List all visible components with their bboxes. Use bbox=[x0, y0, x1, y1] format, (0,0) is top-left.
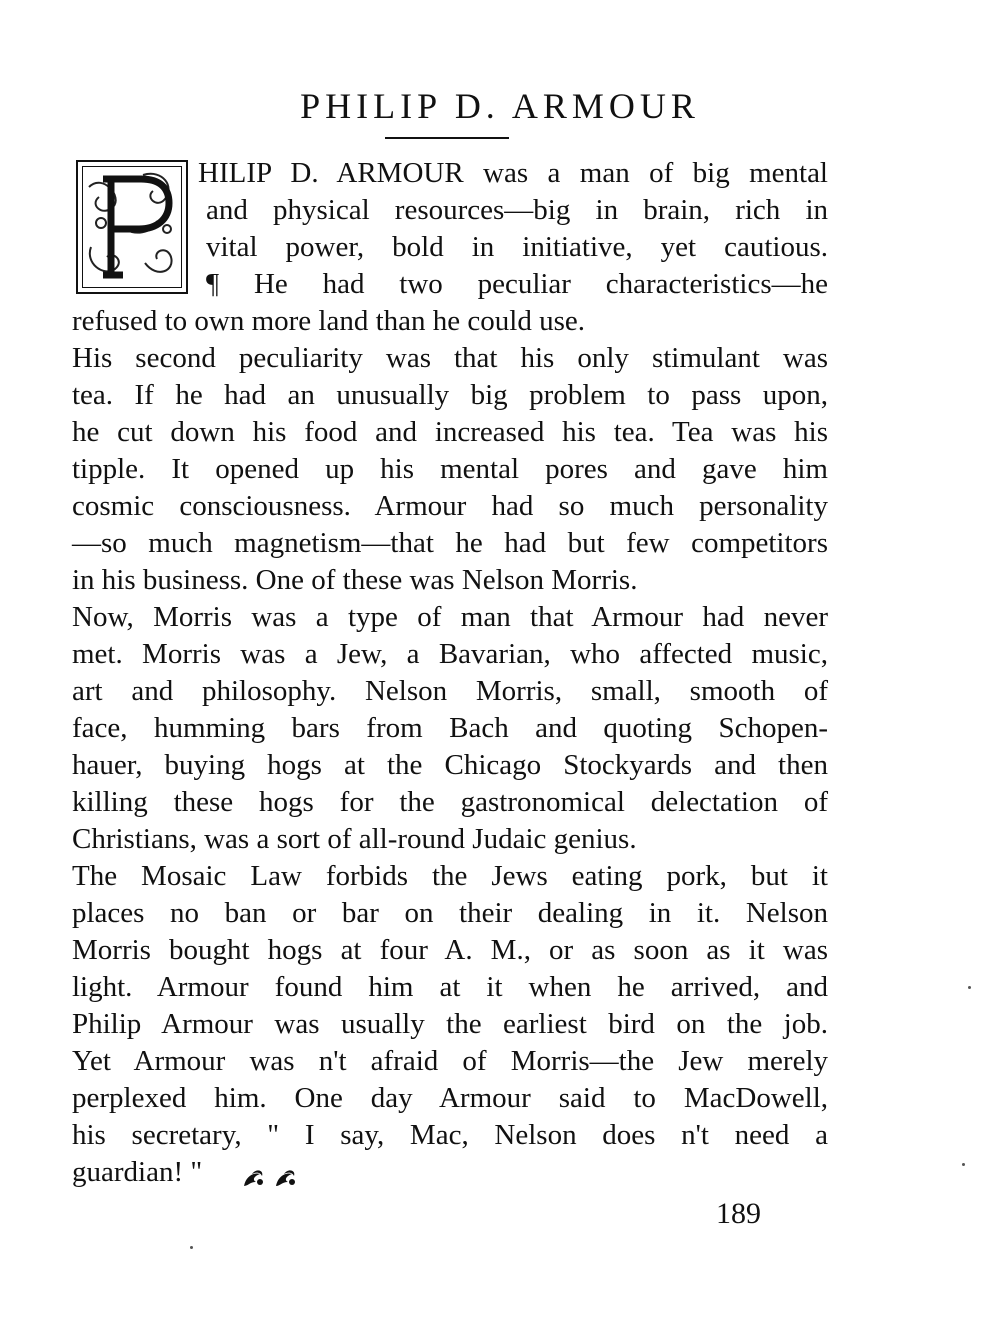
text-line: hauer, buying hogs at the Chicago Stockyards and then bbox=[72, 749, 828, 781]
text-line: light. Armour found him at it when he arrived, and bbox=[72, 971, 828, 1003]
speck bbox=[962, 1163, 965, 1166]
text-line: killing these hogs for the gastronomical delectation of bbox=[72, 786, 828, 818]
text-line: his secretary, " I say, Mac, Nelson does n't need a bbox=[72, 1119, 828, 1151]
text-line: met. Morris was a Jew, a Bavarian, who affected music, bbox=[72, 638, 828, 670]
text-line: tea. If he had an unusually big problem to pass upon, bbox=[72, 379, 828, 411]
page-title: PHILIP D. ARMOUR bbox=[300, 86, 700, 126]
speck bbox=[190, 1246, 193, 1249]
text-line: His second peculiarity was that his only stimulant was bbox=[72, 342, 828, 374]
text-line: guardian! " bbox=[72, 1156, 203, 1188]
text-line: refused to own more land than he could use. bbox=[72, 305, 585, 337]
text-line: places no ban or bar on their dealing in it. Nelson bbox=[72, 897, 828, 929]
text-line: in his business. One of these was Nelson Morris. bbox=[72, 564, 638, 596]
title-rule bbox=[385, 137, 509, 139]
text-line: HILIP D. ARMOUR was a man of big mental bbox=[198, 157, 828, 189]
text-line: Now, Morris was a type of man that Armour had never bbox=[72, 601, 828, 633]
page-number: 189 bbox=[716, 1197, 761, 1230]
text-line: vital power, bold in initiative, yet cautious. bbox=[206, 231, 828, 263]
text-line: tipple. It opened up his mental pores and gave him bbox=[72, 453, 828, 485]
text-line: he cut down his food and increased his tea. Tea was his bbox=[72, 416, 828, 448]
text-line: The Mosaic Law forbids the Jews eating pork, but it bbox=[72, 860, 828, 892]
text-line: perplexed him. One day Armour said to MacDowell, bbox=[72, 1082, 828, 1114]
text-line: ¶ He had two peculiar characteristics—he bbox=[206, 268, 828, 300]
text-line: Morris bought hogs at four A. M., or as soon as it was bbox=[72, 934, 828, 966]
fleuron-icon bbox=[240, 1166, 302, 1190]
text-line: —so much magnetism—that he had but few competitors bbox=[72, 527, 828, 559]
text-line: and physical resources—big in brain, rich in bbox=[206, 194, 828, 226]
text-line: art and philosophy. Nelson Morris, small, smooth of bbox=[72, 675, 828, 707]
text-line: cosmic consciousness. Armour had so much personality bbox=[72, 490, 828, 522]
decorated-initial bbox=[76, 160, 188, 294]
speck bbox=[968, 986, 971, 989]
text-line: Philip Armour was usually the earliest bird on the job. bbox=[72, 1008, 828, 1040]
initial-p-icon bbox=[83, 167, 181, 287]
text-line: face, humming bars from Bach and quoting Schopen- bbox=[72, 712, 828, 744]
text-line: Christians, was a sort of all-round Judaic genius. bbox=[72, 823, 637, 855]
text-line: Yet Armour was n't afraid of Morris—the Jew merely bbox=[72, 1045, 828, 1077]
